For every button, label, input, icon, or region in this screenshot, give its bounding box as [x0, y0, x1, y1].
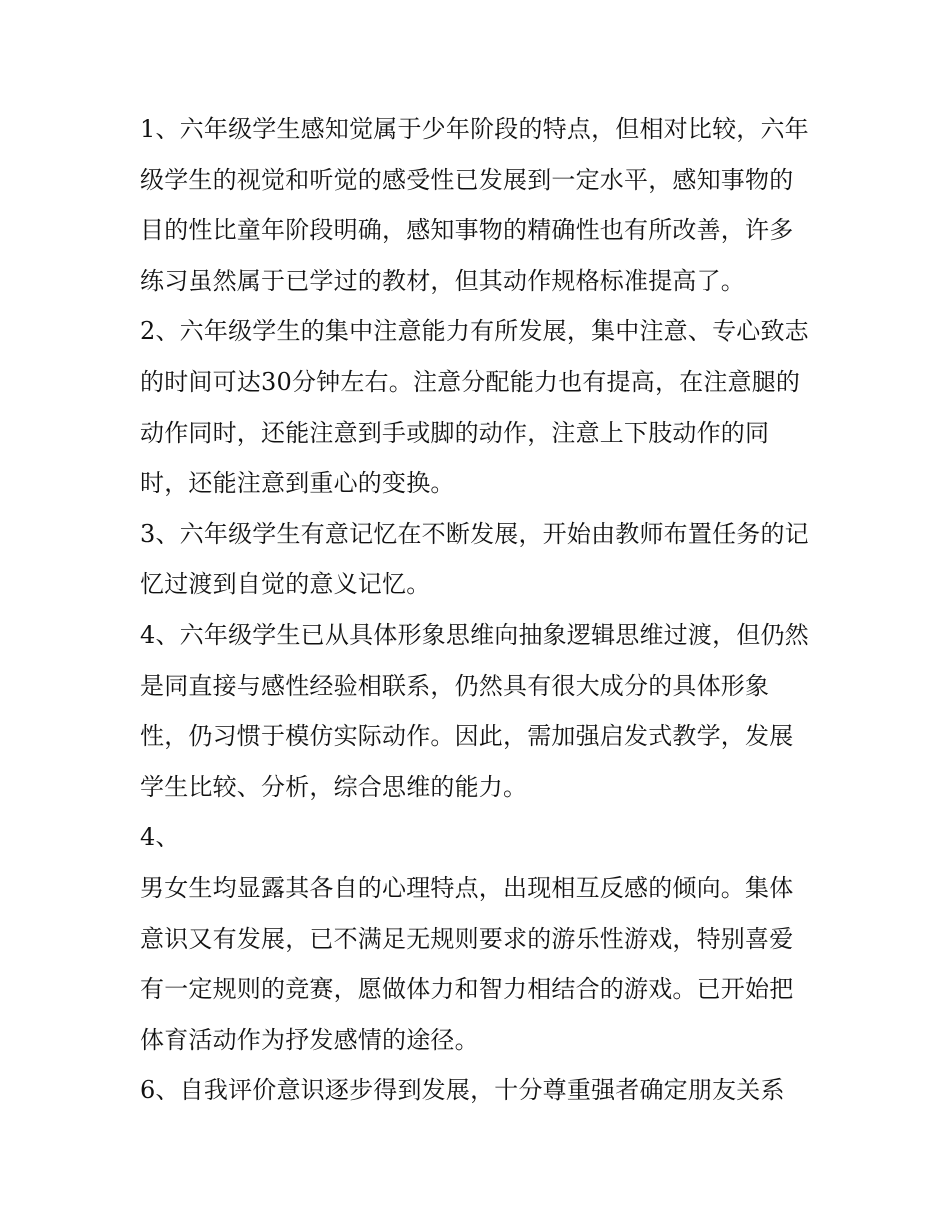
paragraph-2: 2、六年级学生的集中注意能力有所发展，集中注意、专心致志的时间可达30分钟左右。注意分配能力也有提高，在注意腿的动作同时，还能注意到手或脚的动作，注意上下肢动作的同时，还能注意到重心的变换。 [140, 317, 809, 498]
paragraph-5-number: 4、 [140, 823, 180, 852]
paragraph-6: 6、自我评价意识逐步得到发展，十分尊重强者确定朋友关系 [140, 1076, 785, 1105]
paragraph-3: 3、六年级学生有意记忆在不断发展，开始由教师布置任务的记忆过渡到自觉的意义记忆。 [140, 519, 809, 599]
paragraph-5: 男女生均显露其各自的心理特点，出现相互反感的倾向。集体意识又有发展，已不满足无规则要求的游乐性游戏，特别喜爱有一定规则的竞赛，愿做体力和智力相结合的游戏。已开始把体育活动作为抒发感情的途径。 [140, 873, 794, 1054]
paragraph-4: 4、六年级学生已从具体形象思维向抽象逻辑思维过渡，但仍然是同直接与感性经验相联系，仍然具有很大成分的具体形象性，仍习惯于模仿实际动作。因此，需加强启发式教学，发展学生比较、分析，综合思维的能力。 [140, 620, 809, 801]
document-body [140, 104, 812, 1116]
paragraph-1: 1、六年级学生感知觉属于少年阶段的特点，但相对比较，六年级学生的视觉和听觉的感受性已发展到一定水平，感知事物的目的性比童年阶段明确，感知事物的精确性也有所改善，许多练习虽然属于已学过的教材，但其动作规格标准提高了。 [140, 115, 809, 295]
